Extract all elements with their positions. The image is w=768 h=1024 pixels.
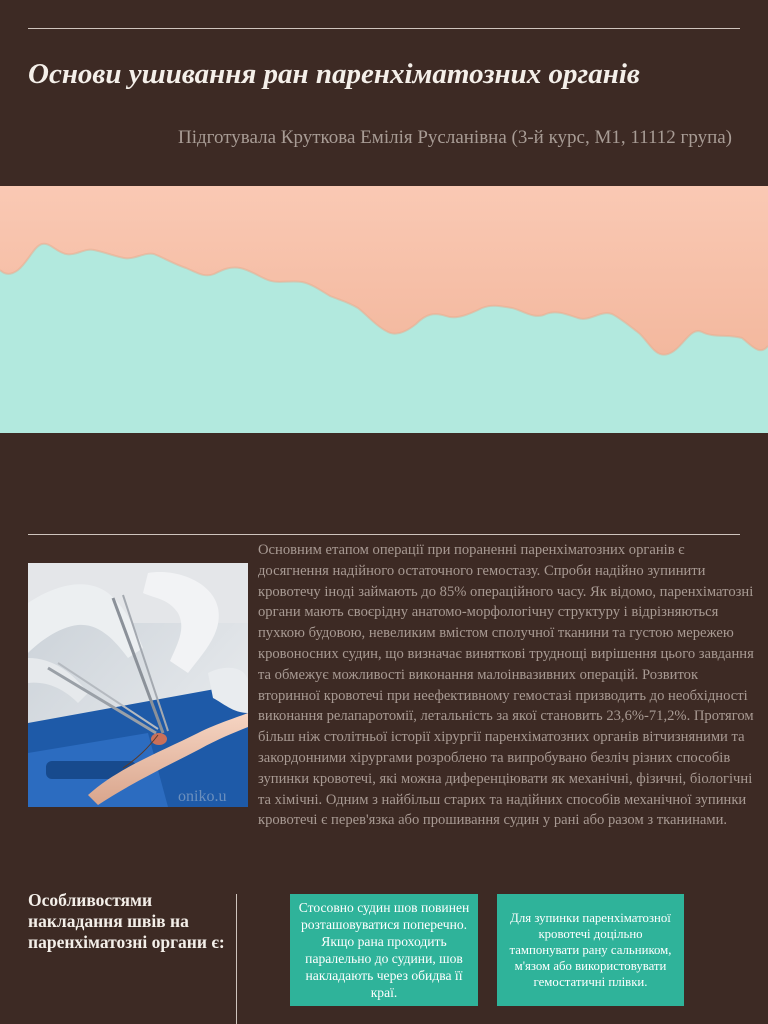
feature-card-tamponade — [497, 894, 684, 1006]
features-heading: Особливостями накладання швів на паренхіматозні органи є: — [28, 890, 225, 952]
feature-card-text: Для зупинки паренхіматозної кровотечі доцільно тампонувати рану сальником, м'язом або використовувати гемостатичні плівки. — [509, 911, 672, 989]
page-title: Основи ушивання ран паренхіматозних органів — [28, 58, 640, 90]
drip-banner-image — [0, 186, 768, 433]
feature-card-text: Стосовно судин шов повинен розташовуватися поперечно. Якщо рана проходить паралельно до судини, шов накладають через обидва її краї. — [298, 900, 470, 1000]
section-divider — [28, 534, 740, 535]
photo-watermark: oniko.u — [178, 788, 227, 805]
vertical-divider — [236, 894, 237, 1024]
body-text: Основним етапом операції при пораненні паренхіматозних органів є досягнення надійного остаточного гемостазу. Спроби надійно зупинити кровотечу іноді займають до 85% операційного часу. Як відомо, паренхіматозні органи мають своєрідну анатомо-морфологічну структуру і відрізняються пухкою будовою, невеликим вмістом сполучної тканини та густою мережею кровоносних судин, що визначає виняткові труднощі вирішення цього завдання та обмежує можливості виконання малоінвазивних операцій. Розвиток вторинної кровотечі при неефективному гемостазі призводить до необхідності виконання релапаротомії, летальність за якої становить 23,6%-71,2%. Протягом більш ніж столітньої історії хірургії паренхіматозних органів вітчизняними та закордонними хірургами розроблено та випробувано безліч різних способів зупинки кровотечі, які можна диференціювати як механічні, фізичні, біологічні та хімічні. Одним з найбільш старих та надійних способів механічної зупинки кровотечі є перев'язка або прошивання судин у рані або разом з тканинами. — [258, 542, 754, 829]
surgical-suturing-photo — [28, 563, 248, 807]
feature-card-transverse-suture — [290, 894, 478, 1006]
top-divider — [28, 28, 740, 29]
author-subtitle: Підготувала Круткова Емілія Русланівна (3-й курс, М1, 11112 група) — [178, 127, 732, 148]
